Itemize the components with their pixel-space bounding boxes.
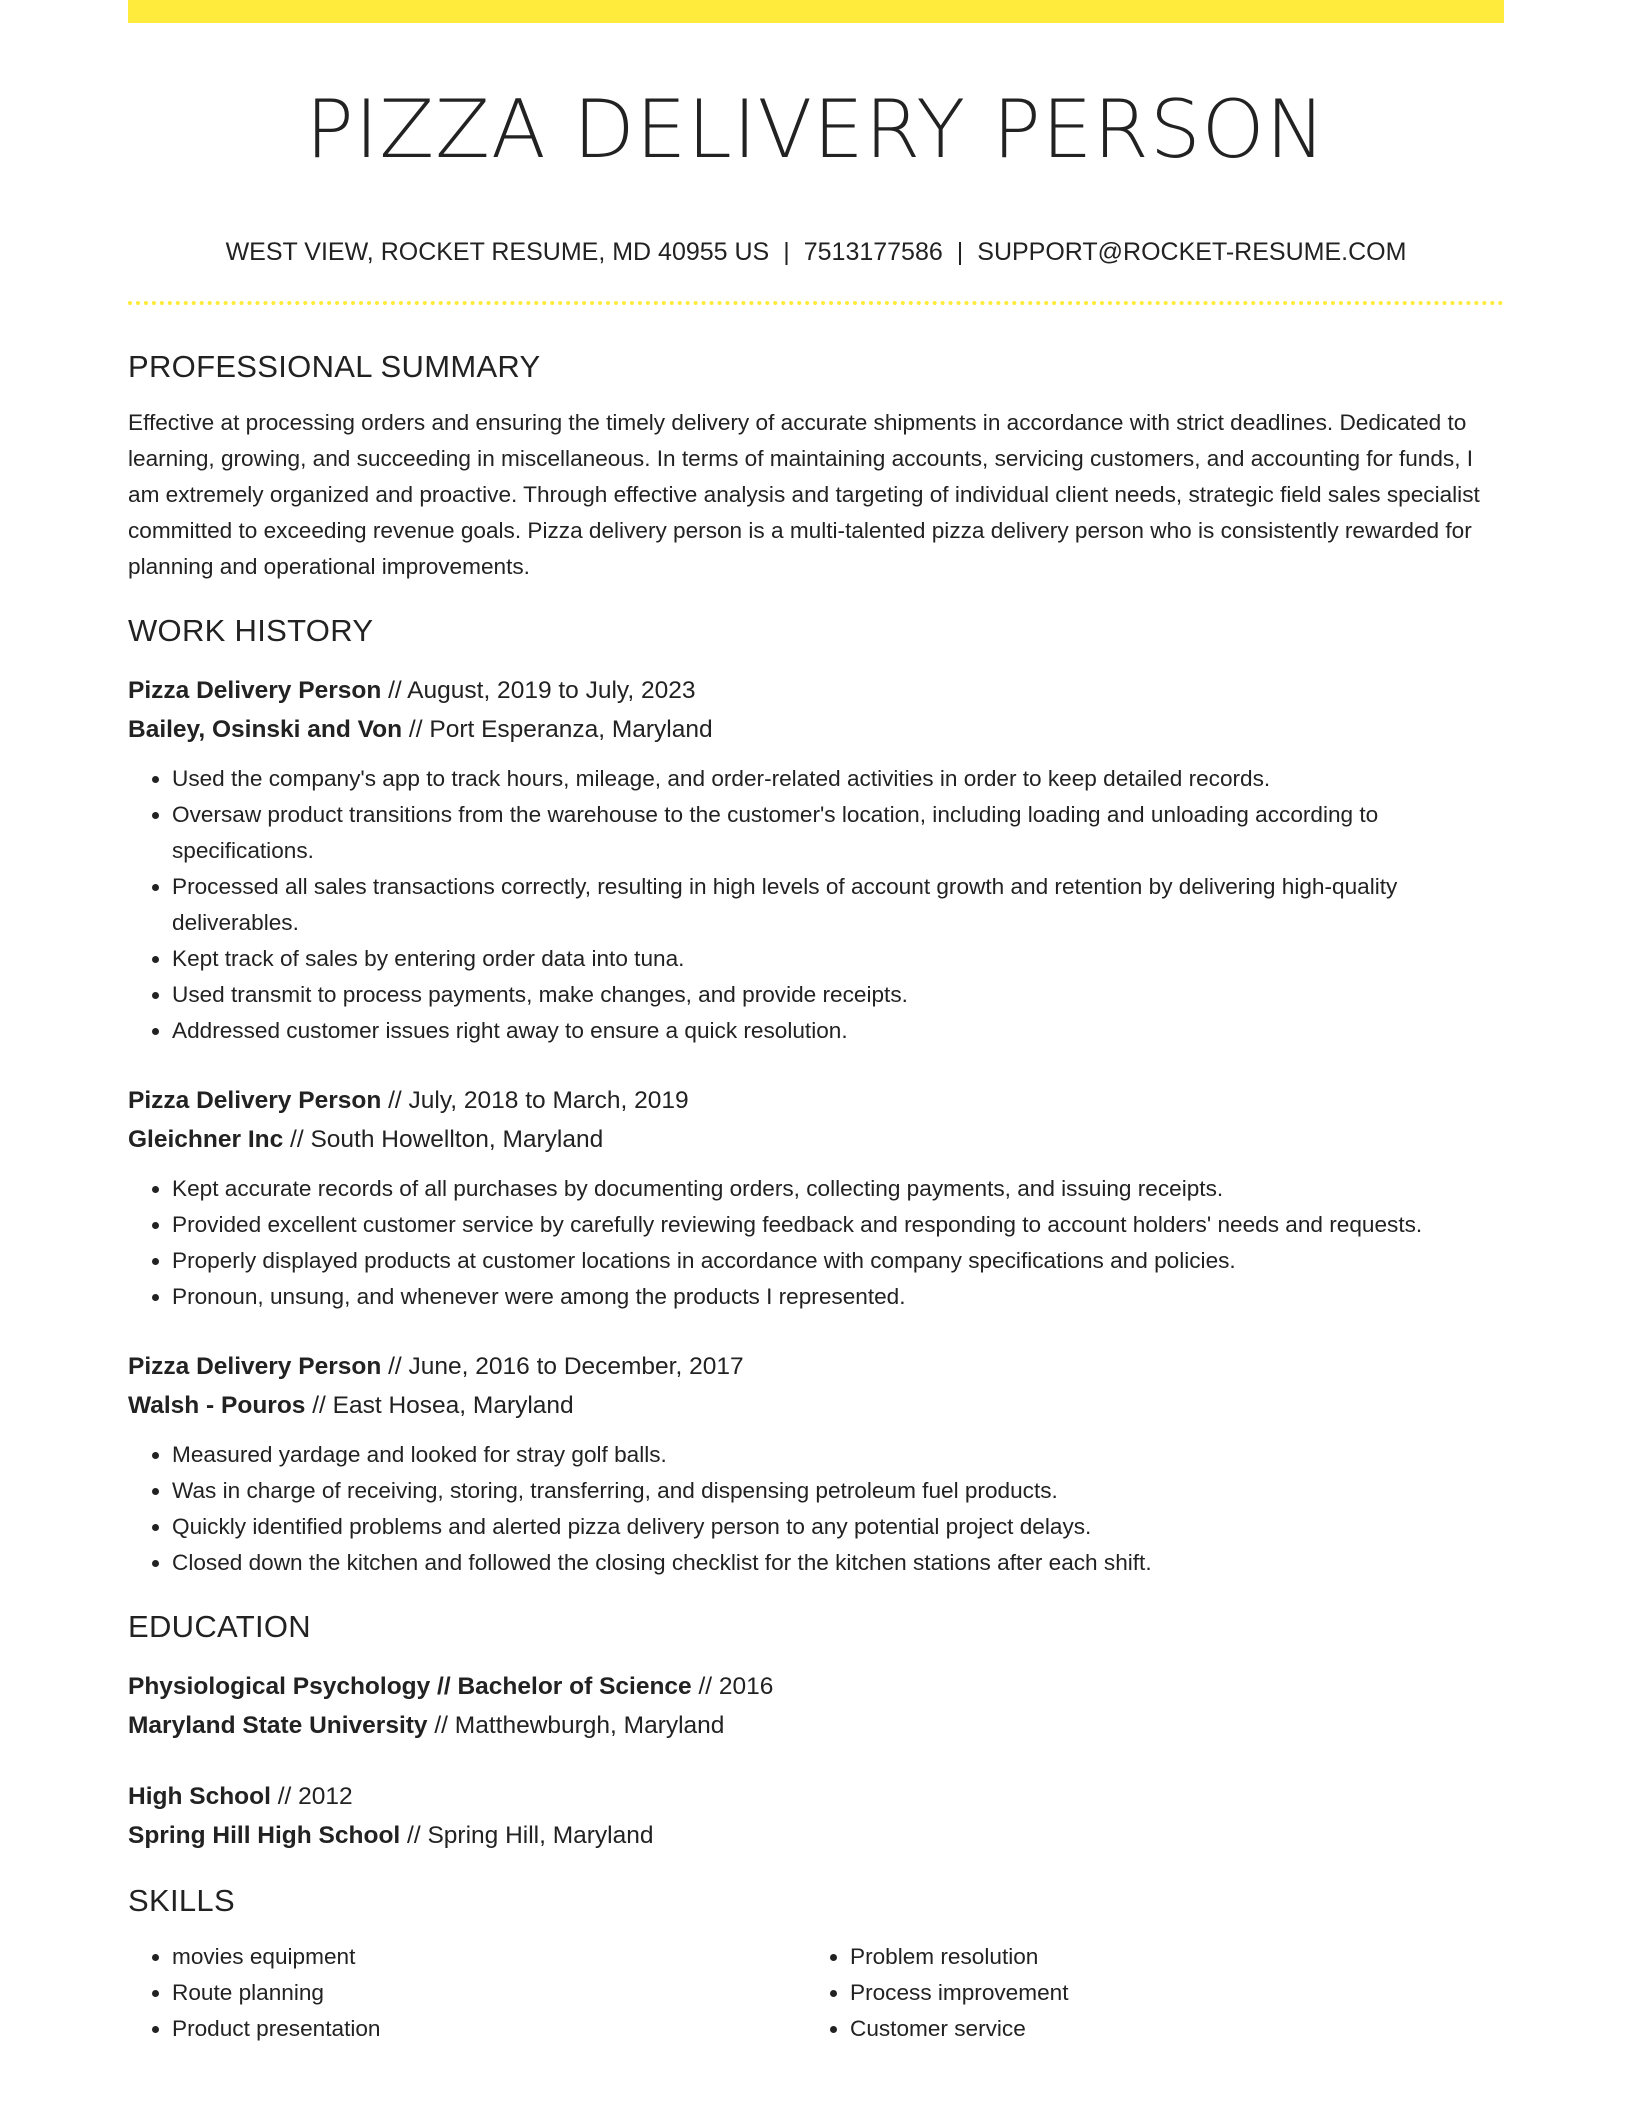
section-title-skills: SKILLS	[128, 1883, 235, 1918]
section-title-work-history: WORK HISTORY	[128, 613, 374, 648]
job-company-line	[128, 1120, 1504, 1159]
contact-address: WEST VIEW, ROCKET RESUME, MD 40955 US	[225, 238, 770, 266]
job-company-line	[128, 710, 1504, 749]
job-location: // South Howellton, Maryland	[283, 1126, 604, 1153]
education-year: // 2012	[270, 1783, 353, 1810]
education-location: // Matthewburgh, Maryland	[427, 1712, 725, 1739]
contact-separator: |	[956, 238, 964, 266]
education-degree: Physiological Psychology // Bachelor of Science	[128, 1673, 692, 1700]
page-title: PIZZA DELIVERY PERSON	[305, 83, 1327, 176]
list-item: • Measured yardage and looked for stray golf balls.	[172, 1437, 1504, 1473]
skills-list-left	[128, 1939, 806, 2047]
section-title-education: EDUCATION	[128, 1609, 311, 1644]
skill-item: • Process improvement	[850, 1975, 1484, 2011]
education-location: // Spring Hill, Maryland	[400, 1822, 654, 1849]
job-location: // East Hosea, Maryland	[305, 1392, 574, 1419]
resume-content	[128, 0, 1504, 2047]
education-degree-line	[128, 1667, 1504, 1706]
education-entry	[128, 1777, 1504, 1855]
education-degree-line	[128, 1777, 1504, 1816]
job-entry	[128, 1347, 1504, 1581]
job-role: Pizza Delivery Person	[128, 1353, 382, 1380]
job-title-line	[128, 1347, 1504, 1386]
education-school: Maryland State University	[128, 1712, 428, 1739]
contact-email: SUPPORT@ROCKET-RESUME.COM	[977, 238, 1407, 266]
education-school-line	[128, 1706, 1504, 1745]
job-title-line	[128, 671, 1504, 710]
education-school: Spring Hill High School	[128, 1822, 401, 1849]
skill-item: • Problem resolution	[850, 1939, 1484, 1975]
list-item: • Kept accurate records of all purchases by documenting orders, collecting payments, and issuing receipts.	[172, 1171, 1504, 1207]
job-dates: // August, 2019 to July, 2023	[381, 677, 696, 704]
list-item: • Processed all sales transactions correctly, resulting in high levels of account growth and retention by delivering high-quality deliverables.	[172, 869, 1504, 941]
skill-item: • Customer service	[850, 2011, 1484, 2047]
list-item: • Addressed customer issues right away to ensure a quick resolution.	[172, 1013, 1504, 1049]
job-company: Walsh - Pouros	[128, 1392, 306, 1419]
list-item: • Used transmit to process payments, make changes, and provide receipts.	[172, 977, 1504, 1013]
summary-text: Effective at processing orders and ensuring the timely delivery of accurate shipments in accordance with strict deadlines. Dedicated to learning, growing, and succeeding in miscellaneous. In terms of maintaining accounts, servicing customers, and accounting for funds, I am extremely organized and proactive. Through effective analysis and targeting of individual client needs, strategic field sales specialist committed to exceeding revenue goals. Pizza delivery person is a multi-talented pizza delivery person who is consistently rewarded for planning and operational improvements.	[128, 410, 1480, 579]
contact-separator: |	[783, 238, 790, 266]
contact-line	[128, 234, 1504, 270]
skills-list-right	[806, 1939, 1484, 2047]
dotted-divider	[128, 301, 1504, 305]
skill-item: • movies equipment	[172, 1939, 806, 1975]
job-entry	[128, 1081, 1504, 1315]
education-school-line	[128, 1816, 1504, 1855]
job-bullets	[128, 1437, 1504, 1581]
list-item: • Pronoun, unsung, and whenever were among the products I represented.	[172, 1279, 1504, 1315]
education-degree: High School	[128, 1783, 271, 1810]
skill-item: • Product presentation	[172, 2011, 806, 2047]
job-location: // Port Esperanza, Maryland	[402, 716, 713, 743]
job-company: Bailey, Osinski and Von	[128, 716, 403, 743]
education-entry	[128, 1667, 1504, 1745]
list-item: • Closed down the kitchen and followed the closing checklist for the kitchen stations after each shift.	[172, 1545, 1504, 1581]
list-item: • Kept track of sales by entering order data into tuna.	[172, 941, 1504, 977]
job-role: Pizza Delivery Person	[128, 677, 382, 704]
list-item: • Was in charge of receiving, storing, transferring, and dispensing petroleum fuel products.	[172, 1473, 1504, 1509]
list-item: • Quickly identified problems and alerted pizza delivery person to any potential project delays.	[172, 1509, 1504, 1545]
list-item: • Properly displayed products at customer locations in accordance with company specifications and policies.	[172, 1243, 1504, 1279]
job-dates: // July, 2018 to March, 2019	[381, 1087, 689, 1114]
job-company-line	[128, 1386, 1504, 1425]
contact-phone: 7513177586	[803, 238, 943, 266]
job-bullets	[128, 761, 1504, 1049]
list-item: • Oversaw product transitions from the warehouse to the customer's location, including loading and unloading according to specifications.	[172, 797, 1504, 869]
job-company: Gleichner Inc	[128, 1126, 284, 1153]
job-title-line	[128, 1081, 1504, 1120]
job-dates: // June, 2016 to December, 2017	[381, 1353, 744, 1380]
job-entry	[128, 671, 1504, 1049]
list-item: • Provided excellent customer service by carefully reviewing feedback and responding to account holders' needs and requests.	[172, 1207, 1504, 1243]
education-year: // 2016	[691, 1673, 774, 1700]
job-bullets	[128, 1171, 1504, 1315]
list-item: • Used the company's app to track hours, mileage, and order-related activities in order to keep detailed records.	[172, 761, 1504, 797]
skill-item: • Route planning	[172, 1975, 806, 2011]
section-title-summary: PROFESSIONAL SUMMARY	[128, 349, 541, 384]
job-role: Pizza Delivery Person	[128, 1087, 382, 1114]
skills-columns	[128, 1939, 1504, 2047]
